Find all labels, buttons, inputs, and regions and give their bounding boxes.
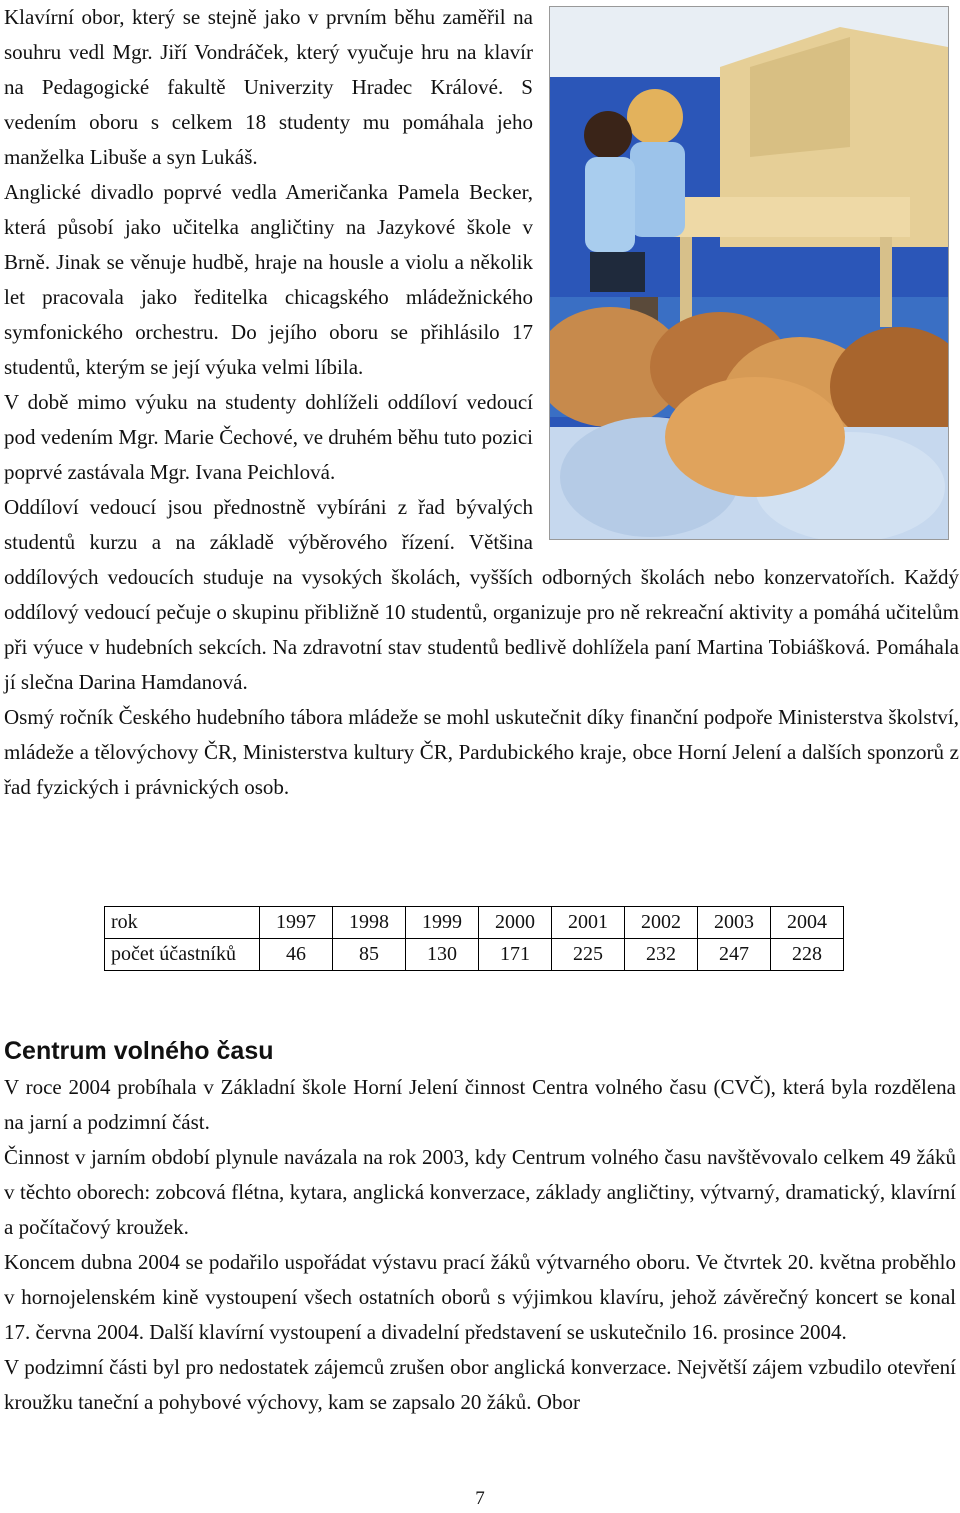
section-heading: Centrum volného času [4, 1037, 274, 1065]
table-row-counts [105, 939, 844, 971]
top-text-block [4, 0, 959, 805]
paragraph-funding: Osmý ročník Českého hudebního tábora mládeže se mohl uskutečnit díky finanční podpoře Ministerstva školství, mládeže a tělovýchovy ČR, Ministerstva kultury ČR, Pardubického kraje, obce Horní Jelení a dalších sponzorů z řad fyzických i právnických osob. [4, 705, 959, 799]
table-count-label: počet účastníků [105, 939, 260, 971]
table-cell-count: 247 [698, 939, 771, 971]
table-cell-count: 46 [260, 939, 333, 971]
photo-piano-concert [549, 6, 949, 540]
paragraph-autumn: V podzimní části byl pro nedostatek zájemců zrušen obor anglická konverzace. Největší zájem vzbudilo otevření kroužku taneční a pohybové výchovy, kam se zapsalo 20 žáků. Obor [4, 1355, 956, 1414]
table-cell-count: 228 [771, 939, 844, 971]
table-cell-year: 2002 [625, 907, 698, 939]
table-cell-year: 2000 [479, 907, 552, 939]
page-number: 7 [475, 1488, 485, 1509]
table-cell-count: 232 [625, 939, 698, 971]
table-cell-count: 171 [479, 939, 552, 971]
participants-table-wrapper [104, 906, 844, 971]
paragraph-english-theatre: Anglické divadlo poprvé vedla Američanka Pamela Becker, která působí jako učitelka angličtiny na Jazykové škole v Brně. Jinak se věnuje hudbě, hraje na housle a violu a několik let pracovala jako ředitelka chicagského mládežnického symfonického orchestru. Do jejího oboru se přihlásilo 17 studentů, kterým se její výuka velmi líbila. [4, 180, 533, 379]
paragraph-cvc-intro: V roce 2004 probíhala v Základní škole Horní Jelení činnost Centra volného času (CVČ), která byla rozdělena na jarní a podzimní část. [4, 1075, 956, 1134]
table-cell-count: 85 [333, 939, 406, 971]
leisure-centre-section [4, 1034, 956, 1420]
table-cell-year: 1998 [333, 907, 406, 939]
table-row-years [105, 907, 844, 939]
table-cell-year: 2004 [771, 907, 844, 939]
paragraph-exhibition: Koncem dubna 2004 se podařilo uspořádat výstavu prací žáků výtvarného oboru. Ve čtvrtek 20. května proběhlo v hornojelenském kině vystoupení všech ostatních oborů s výjimkou klavíru, jehož závěrečný koncert se konal 17. června 2004. Další klavírní vystoupení a divadelní představení se uskutečnilo 16. prosince 2004. [4, 1250, 956, 1344]
participants-table [104, 906, 844, 971]
table-header-label: rok [105, 907, 260, 939]
paragraph-piano-section: Klavírní obor, který se stejně jako v prvním běhu zaměřil na souhru vedl Mgr. Jiří Vondráček, který vyučuje hru na klavír na Pedagogické fakultě Univerzity Hradec Králové. S vedením oboru s celkem 18 studenty mu pomáhala jeho manželka Libuše a syn Lukáš. [4, 5, 533, 169]
table-cell-year: 1997 [260, 907, 333, 939]
paragraph-spring-activities: Činnost v jarním období plynule navázala na rok 2003, kdy Centrum volného času navštěvovalo celkem 49 žáků v těchto oborech: zobcová flétna, kytara, anglická konverzace, základy angličtiny, výtvarný, dramatický, klavírní a počítačový kroužek. [4, 1145, 956, 1239]
paragraph-group-leaders: V době mimo výuku na studenty dohlíželi oddíloví vedoucí pod vedením Mgr. Marie Čechové, ve druhém běhu tuto pozici poprvé zastávala Mgr. Ivana Peichlová. [4, 390, 533, 484]
table-cell-year: 2001 [552, 907, 625, 939]
table-cell-year: 1999 [406, 907, 479, 939]
photo-image [550, 7, 948, 539]
paragraph-leader-selection: Oddíloví vedoucí jsou přednostně vybíráni z řad bývalých studentů kurzu a na základě výběrového řízení. Většina oddílových vedoucích studuje na vysokých školách, vyšších odborných školách nebo konzervatořích. Každý oddílový vedoucí pečuje o skupinu přibližně 10 studentů, organizuje pro ně rekreační aktivity a pomáhá učitelům při výuce v hudebních sekcích. Na zdravotní stav studentů bedlivě dohlížela paní Martina Tobiášková. Pomáhala jí slečna Darina Hamdanová. [4, 495, 959, 694]
table-cell-count: 225 [552, 939, 625, 971]
table-cell-year: 2003 [698, 907, 771, 939]
table-cell-count: 130 [406, 939, 479, 971]
